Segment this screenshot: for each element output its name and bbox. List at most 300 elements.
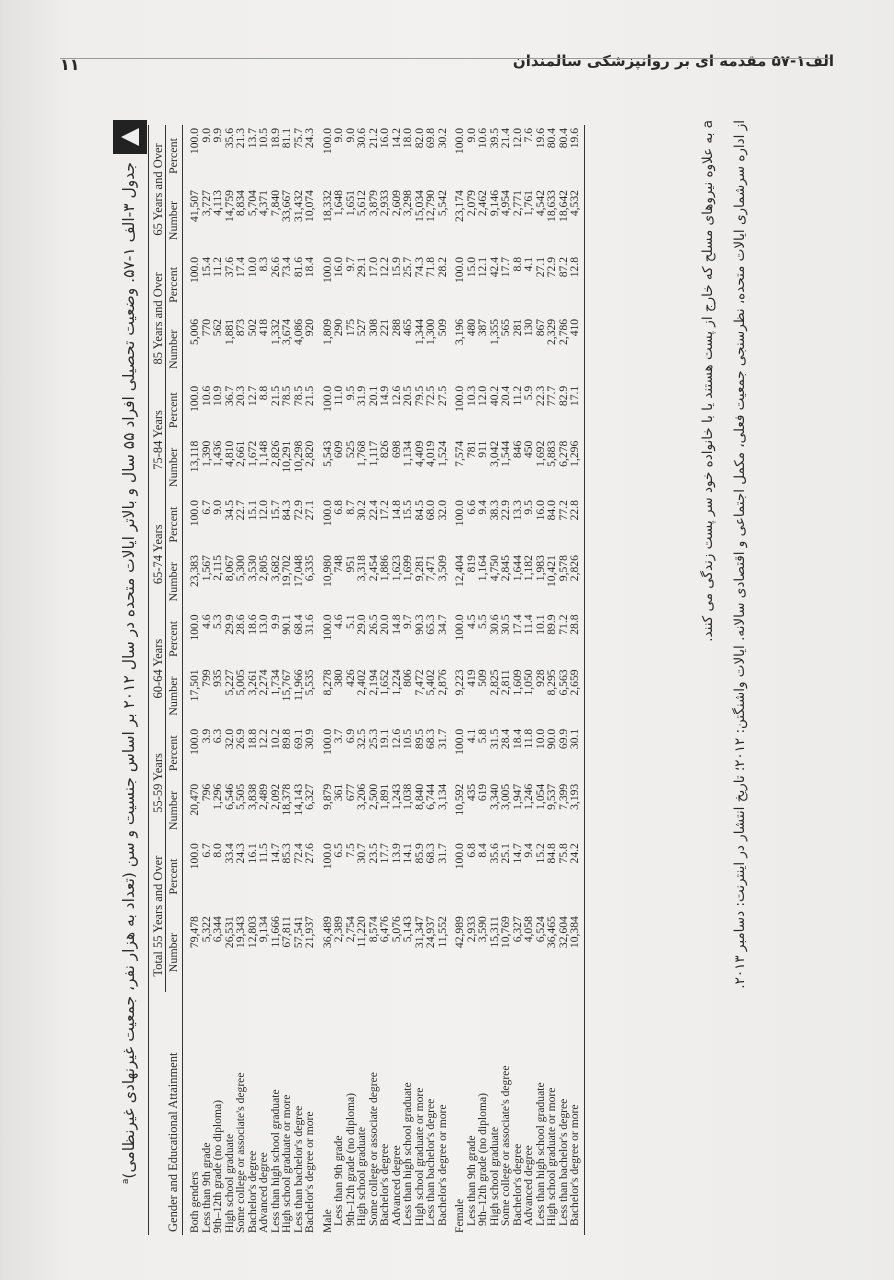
header-rule xyxy=(60,58,830,59)
number-cell: 4,058 xyxy=(522,916,535,943)
percent-cell: 40.2 xyxy=(487,385,501,407)
percent-cell: 6.6 xyxy=(464,500,478,515)
percent-cell: 13.3 xyxy=(510,500,524,521)
number-cell: 920 xyxy=(303,318,316,337)
percent-cell: 9.7 xyxy=(343,256,357,272)
percent-cell: 82.0 xyxy=(412,128,426,149)
percent-cell: 17.0 xyxy=(366,256,380,278)
percent-cell: 87.2 xyxy=(556,256,570,278)
row-label: Some college or associate's degree xyxy=(499,1065,512,1226)
percent-cell: 30.6 xyxy=(487,614,501,635)
table-row xyxy=(333,125,345,1235)
number-cell: 361 xyxy=(332,783,345,802)
percent-cell: 20.5 xyxy=(401,385,414,407)
number-cell: 4,371 xyxy=(257,190,270,217)
number-cell: 4,542 xyxy=(533,190,547,217)
percent-cell: 80.4 xyxy=(545,128,558,149)
number-cell: 1,134 xyxy=(401,440,414,467)
percent-cell: 33.4 xyxy=(222,843,236,864)
number-cell: 6,344 xyxy=(211,916,224,943)
percent-cell: 100.0 xyxy=(188,385,201,412)
number-cell: 10,291 xyxy=(280,440,293,473)
number-cell: 3,727 xyxy=(199,190,213,217)
number-cell: 2,079 xyxy=(464,190,478,217)
percent-cell: 10.5 xyxy=(257,128,270,149)
number-cell: 7,399 xyxy=(556,783,570,810)
percent-cell: 6.7 xyxy=(199,500,213,515)
group-header: 65 Years and Over xyxy=(149,125,166,254)
number-cell: 4,086 xyxy=(291,318,305,345)
group-header: 55-59 Years xyxy=(149,726,166,840)
number-cell: 4,113 xyxy=(211,190,224,216)
percent-cell: 10.0 xyxy=(533,728,547,750)
percent-cell: 11.8 xyxy=(522,728,535,749)
percent-cell: 12.0 xyxy=(257,500,270,521)
percent-cell: 29.1 xyxy=(355,256,368,278)
percent-cell: 18.0 xyxy=(401,128,414,149)
percent-cell: 25.1 xyxy=(499,843,512,864)
percent-cell: 16.0 xyxy=(378,128,391,149)
percent-cell: 82.9 xyxy=(556,385,570,407)
number-cell: 15,767 xyxy=(280,669,293,702)
percent-cell: 26.9 xyxy=(234,728,247,750)
percent-cell: 12.0 xyxy=(476,385,489,407)
percent-cell: 75.7 xyxy=(291,128,305,149)
number-cell: 8,834 xyxy=(234,190,247,217)
number-cell: 1,609 xyxy=(510,669,524,696)
percent-cell: 69.8 xyxy=(424,128,437,149)
percent-column-header: Percent xyxy=(165,254,183,316)
number-cell: 1,651 xyxy=(343,190,357,217)
percent-cell: 90.1 xyxy=(280,614,293,635)
first-column-header: Gender and Educational Attainment xyxy=(149,992,183,1235)
percent-cell: 11.5 xyxy=(257,843,270,863)
number-cell: 1,164 xyxy=(476,555,489,582)
page-number: ۱۱ xyxy=(60,55,80,74)
row-label: Female xyxy=(453,1198,466,1233)
number-cell: 509 xyxy=(476,669,489,687)
education-table xyxy=(148,125,585,1235)
percent-cell: 78.5 xyxy=(280,385,293,407)
number-cell: 5,704 xyxy=(245,190,259,217)
row-label: Advanced degree xyxy=(522,1145,535,1226)
percent-cell: 23.5 xyxy=(366,843,380,864)
percent-cell: 14.1 xyxy=(401,843,414,864)
number-cell: 290 xyxy=(332,318,345,337)
number-cell: 1,436 xyxy=(211,440,224,467)
percent-cell: 21.4 xyxy=(499,128,512,149)
running-title: الف۱-۵۷ مقدمه ای بر روانپزشکی سالمندان xyxy=(512,52,834,70)
row-label: Bachelor's degree or more xyxy=(303,1111,316,1233)
number-cell: 609 xyxy=(332,440,345,459)
percent-cell: 28.4 xyxy=(499,728,512,750)
percent-cell: 10.6 xyxy=(199,385,213,407)
percent-cell: 27.1 xyxy=(303,500,316,521)
percent-cell: 84.5 xyxy=(412,500,426,521)
table-row xyxy=(258,125,270,1235)
percent-cell: 68.4 xyxy=(291,614,305,635)
number-column-header: Number xyxy=(165,552,183,611)
percent-cell: 12.0 xyxy=(510,128,524,149)
number-cell: 9,134 xyxy=(257,916,270,943)
number-cell: 2,115 xyxy=(211,555,224,581)
number-cell: 935 xyxy=(211,669,224,687)
number-cell: 799 xyxy=(199,669,213,687)
number-cell: 1,544 xyxy=(499,440,512,467)
number-cell: 7,471 xyxy=(424,555,437,582)
percent-cell: 30.7 xyxy=(355,843,368,864)
percent-cell: 71.8 xyxy=(424,256,437,278)
number-cell: 11,966 xyxy=(291,669,305,701)
percent-cell: 16.0 xyxy=(332,256,345,278)
number-cell: 928 xyxy=(533,669,547,687)
number-cell: 502 xyxy=(245,318,259,337)
table-title-superscript: a xyxy=(121,1178,131,1185)
number-cell: 5,505 xyxy=(234,783,247,810)
percent-cell: 18.4 xyxy=(510,728,524,750)
row-label: Bachelor's degree xyxy=(378,1143,391,1226)
number-cell: 770 xyxy=(199,318,213,337)
number-cell: 4,532 xyxy=(569,187,584,254)
number-cell: 1,246 xyxy=(522,783,535,810)
number-cell: 873 xyxy=(234,318,247,337)
table-group-header-row xyxy=(149,125,166,1235)
percent-cell: 26.5 xyxy=(366,614,380,635)
number-cell: 2,805 xyxy=(257,555,270,582)
number-cell: 1,054 xyxy=(533,783,547,810)
number-cell: 1,809 xyxy=(320,318,334,345)
percent-cell: 17.2 xyxy=(378,500,391,521)
percent-cell: 13.9 xyxy=(389,843,403,864)
row-label: Less than bachelor's degree xyxy=(424,1098,437,1226)
number-cell: 9,223 xyxy=(453,669,466,696)
number-cell: 19,343 xyxy=(234,916,247,949)
number-cell: 5,300 xyxy=(234,555,247,582)
number-cell: 1,296 xyxy=(569,438,584,497)
number-cell: 7,840 xyxy=(268,190,282,217)
number-cell: 23,174 xyxy=(453,190,466,222)
number-cell: 10,980 xyxy=(320,555,334,587)
number-cell: 2,659 xyxy=(569,666,584,725)
number-cell: 418 xyxy=(257,318,270,337)
number-cell: 4,019 xyxy=(424,440,437,467)
percent-cell: 71.2 xyxy=(556,614,570,635)
number-cell: 31,347 xyxy=(412,916,426,949)
number-cell: 5,005 xyxy=(234,669,247,696)
number-cell: 8,278 xyxy=(320,669,334,696)
row-label: 9th–12th grade (no diploma) xyxy=(343,1093,357,1226)
number-cell: 36,489 xyxy=(320,916,334,949)
percent-cell: 14.7 xyxy=(510,843,524,864)
number-cell: 5,143 xyxy=(401,916,414,943)
number-cell: 5,076 xyxy=(389,916,403,943)
number-cell: 10,769 xyxy=(499,916,512,949)
number-cell: 15,034 xyxy=(412,190,426,222)
percent-cell: 65.3 xyxy=(424,614,437,635)
row-label: High school graduate xyxy=(355,1126,368,1226)
number-cell: 8,574 xyxy=(366,916,380,943)
percent-cell: 10.0 xyxy=(245,256,259,278)
table-row xyxy=(235,125,247,1235)
number-cell: 5,402 xyxy=(424,669,437,696)
percent-cell: 100.0 xyxy=(453,256,466,284)
number-cell: 6,546 xyxy=(222,783,236,810)
percent-cell: 39.5 xyxy=(487,128,501,149)
percent-cell: 29.9 xyxy=(222,614,236,635)
percent-cell: 81.1 xyxy=(280,128,293,149)
number-cell: 10,384 xyxy=(569,913,584,992)
number-cell: 1,148 xyxy=(257,440,270,467)
percent-cell: 80.4 xyxy=(556,128,570,149)
percent-cell: 12.2 xyxy=(257,728,270,750)
number-cell: 2,825 xyxy=(487,669,501,696)
percent-cell: 9.9 xyxy=(268,614,282,629)
number-cell: 5,322 xyxy=(199,916,213,943)
percent-cell: 14.8 xyxy=(389,614,403,635)
percent-column-header: Percent xyxy=(165,840,183,913)
percent-cell: 68.3 xyxy=(424,728,437,750)
number-cell: 1,886 xyxy=(378,555,391,582)
number-cell: 2,811 xyxy=(499,669,512,696)
group-header: 85 Years and Over xyxy=(149,254,166,383)
percent-cell: 89.8 xyxy=(280,728,293,750)
number-cell: 619 xyxy=(476,783,489,802)
number-cell: 525 xyxy=(343,440,357,459)
table-row xyxy=(212,125,224,1235)
number-cell: 2,489 xyxy=(257,783,270,810)
number-cell: 410 xyxy=(569,316,584,383)
number-cell: 2,771 xyxy=(510,190,524,217)
percent-cell: 17.4 xyxy=(234,256,247,278)
number-cell: 1,891 xyxy=(378,783,391,810)
percent-cell: 30.6 xyxy=(355,128,368,149)
number-cell: 36,465 xyxy=(545,916,558,949)
number-cell: 1,648 xyxy=(332,190,345,217)
row-label: Less than high school graduate xyxy=(533,1082,547,1226)
number-cell: 509 xyxy=(435,318,449,337)
percent-cell: 8.0 xyxy=(211,843,224,858)
number-cell: 2,786 xyxy=(556,318,570,345)
percent-cell: 17.7 xyxy=(378,843,391,864)
percent-cell: 28.2 xyxy=(435,256,449,278)
table-row xyxy=(448,125,466,1235)
group-header: 65-74 Years xyxy=(149,497,166,611)
number-cell: 1,050 xyxy=(522,669,535,696)
number-column-header: Number xyxy=(165,187,183,254)
row-label: Less than high school graduate xyxy=(268,1089,282,1233)
number-cell: 130 xyxy=(522,318,535,337)
percent-cell: 6.8 xyxy=(332,500,345,515)
number-cell: 1,652 xyxy=(378,669,391,696)
percent-cell: 17.4 xyxy=(510,614,524,635)
percent-cell: 100.0 xyxy=(453,843,466,870)
number-cell: 42,989 xyxy=(453,916,466,949)
number-cell: 2,092 xyxy=(268,783,282,810)
percent-column-header: Percent xyxy=(165,383,183,438)
percent-cell: 72.5 xyxy=(424,385,437,407)
number-cell: 221 xyxy=(378,318,391,337)
number-cell: 4,750 xyxy=(487,555,501,582)
percent-cell: 19.6 xyxy=(569,125,584,187)
percent-cell: 81.6 xyxy=(291,256,305,278)
percent-cell: 9.0 xyxy=(199,128,213,143)
number-cell: 9,537 xyxy=(545,783,558,810)
number-cell: 14,143 xyxy=(291,783,305,816)
row-label: 9th–12th grade (no diploma) xyxy=(211,1100,224,1233)
percent-cell: 32.0 xyxy=(222,728,236,750)
row-label: Bachelor's degree xyxy=(510,1143,524,1226)
percent-cell: 12.6 xyxy=(389,385,403,407)
number-cell: 1,768 xyxy=(355,440,368,467)
percent-cell: 77.2 xyxy=(556,500,570,521)
number-cell: 2,454 xyxy=(366,555,380,582)
number-cell: 2,194 xyxy=(366,669,380,696)
table-row xyxy=(477,125,489,1235)
row-label: Male xyxy=(320,1209,334,1233)
row-label: High school graduate or more xyxy=(280,1094,293,1233)
number-cell: 175 xyxy=(343,318,357,337)
percent-cell: 100.0 xyxy=(320,500,334,527)
percent-cell: 11.2 xyxy=(211,256,224,277)
number-cell: 819 xyxy=(464,555,478,573)
number-cell: 781 xyxy=(464,440,478,459)
number-cell: 1,038 xyxy=(401,783,414,810)
number-cell: 4,954 xyxy=(499,190,512,217)
number-cell: 13,118 xyxy=(188,440,201,473)
number-cell: 3,879 xyxy=(366,190,380,217)
number-cell: 8,067 xyxy=(222,555,236,582)
number-cell: 1,983 xyxy=(533,555,547,582)
number-cell: 1,224 xyxy=(389,669,403,696)
number-cell: 3,318 xyxy=(355,555,368,582)
percent-cell: 21.5 xyxy=(303,385,316,407)
number-cell: 1,243 xyxy=(389,783,403,810)
percent-cell: 10.1 xyxy=(533,614,547,635)
percent-cell: 4.1 xyxy=(464,728,478,744)
percent-cell: 27.6 xyxy=(303,843,316,864)
percent-cell: 8.7 xyxy=(343,500,357,515)
percent-cell: 9.5 xyxy=(522,500,535,515)
row-label: Less than high school graduate xyxy=(401,1082,414,1226)
percent-cell: 14.7 xyxy=(268,843,282,864)
number-cell: 2,402 xyxy=(355,669,368,696)
percent-cell: 25.7 xyxy=(401,256,414,278)
percent-column-header: Percent xyxy=(165,125,183,187)
percent-cell: 30.9 xyxy=(303,728,316,750)
number-cell: 846 xyxy=(510,440,524,459)
number-cell: 17,048 xyxy=(291,555,305,587)
percent-cell: 4.1 xyxy=(522,256,535,272)
number-cell: 698 xyxy=(389,440,403,459)
percent-cell: 100.0 xyxy=(453,385,466,412)
percent-cell: 37.6 xyxy=(222,256,236,278)
percent-cell: 100.0 xyxy=(188,256,201,284)
number-cell: 3,674 xyxy=(280,318,293,345)
percent-cell: 100.0 xyxy=(320,385,334,412)
number-cell: 1,623 xyxy=(389,555,403,582)
number-column-header: Number xyxy=(165,316,183,383)
row-label: Both genders xyxy=(188,1171,201,1233)
table-title xyxy=(108,120,144,1220)
percent-cell: 22.3 xyxy=(533,385,547,407)
percent-cell: 6.5 xyxy=(332,843,345,858)
percent-cell: 6.3 xyxy=(211,728,224,744)
table-body xyxy=(183,125,585,1235)
number-cell: 5,227 xyxy=(222,669,236,696)
group-header: 60-64 Years xyxy=(149,611,166,725)
percent-cell: 8.3 xyxy=(257,256,270,272)
number-cell: 565 xyxy=(499,318,512,337)
percent-cell: 6.7 xyxy=(199,843,213,858)
percent-cell: 8.4 xyxy=(476,843,489,858)
number-cell: 23,383 xyxy=(188,555,201,587)
percent-cell: 34.5 xyxy=(222,500,236,521)
number-cell: 796 xyxy=(199,783,213,802)
number-cell: 14,759 xyxy=(222,190,236,222)
number-cell: 2,876 xyxy=(435,669,449,696)
row-label: Some college or associate degree xyxy=(366,1072,380,1226)
number-cell: 11,666 xyxy=(268,916,282,948)
number-cell: 1,734 xyxy=(268,669,282,696)
percent-column-header: Percent xyxy=(165,611,183,666)
number-cell: 2,329 xyxy=(545,318,558,345)
number-cell: 6,335 xyxy=(303,555,316,582)
table-row xyxy=(402,125,414,1235)
number-cell: 5,006 xyxy=(188,318,201,345)
percent-cell: 32.5 xyxy=(355,728,368,750)
percent-cell: 4.6 xyxy=(199,614,213,629)
row-label: Some college or associate's degree xyxy=(234,1072,247,1233)
percent-cell: 31.7 xyxy=(435,728,449,750)
row-label: Less than bachelor's degree xyxy=(556,1098,570,1226)
number-cell: 9,578 xyxy=(556,555,570,582)
number-cell: 18,332 xyxy=(320,190,334,222)
row-label: Bachelor's degree or more xyxy=(435,1104,449,1226)
number-cell: 826 xyxy=(378,440,391,459)
number-cell: 12,404 xyxy=(453,555,466,587)
rotated-table-region xyxy=(100,120,800,1235)
row-label: Advanced degree xyxy=(389,1145,403,1226)
percent-cell: 9.4 xyxy=(476,500,489,515)
percent-cell: 10.9 xyxy=(211,385,224,407)
number-cell: 1,296 xyxy=(211,783,224,810)
percent-cell: 13.7 xyxy=(245,128,259,149)
number-cell: 867 xyxy=(533,318,547,337)
percent-cell: 17.7 xyxy=(499,256,512,278)
number-cell: 2,389 xyxy=(332,916,345,943)
number-cell: 380 xyxy=(332,669,345,687)
number-cell: 5,612 xyxy=(355,190,368,217)
number-cell: 435 xyxy=(464,783,478,802)
number-cell: 31,432 xyxy=(291,190,305,222)
percent-cell: 3.7 xyxy=(332,728,345,744)
percent-cell: 10.5 xyxy=(401,728,414,750)
number-cell: 2,462 xyxy=(476,190,489,217)
number-cell: 3,042 xyxy=(487,440,501,467)
group-header: Total 55 Years and Over xyxy=(149,840,166,992)
number-cell: 1,761 xyxy=(522,190,535,217)
percent-cell: 15.7 xyxy=(268,500,282,521)
number-cell: 6,744 xyxy=(424,783,437,810)
percent-cell: 15.9 xyxy=(389,256,403,278)
table-row xyxy=(379,125,391,1235)
percent-cell: 12.7 xyxy=(245,385,259,407)
number-cell: 1,644 xyxy=(510,555,524,582)
number-cell: 562 xyxy=(211,318,224,337)
number-cell: 308 xyxy=(366,318,380,337)
percent-cell: 24.3 xyxy=(234,843,247,864)
number-cell: 2,609 xyxy=(389,190,403,217)
